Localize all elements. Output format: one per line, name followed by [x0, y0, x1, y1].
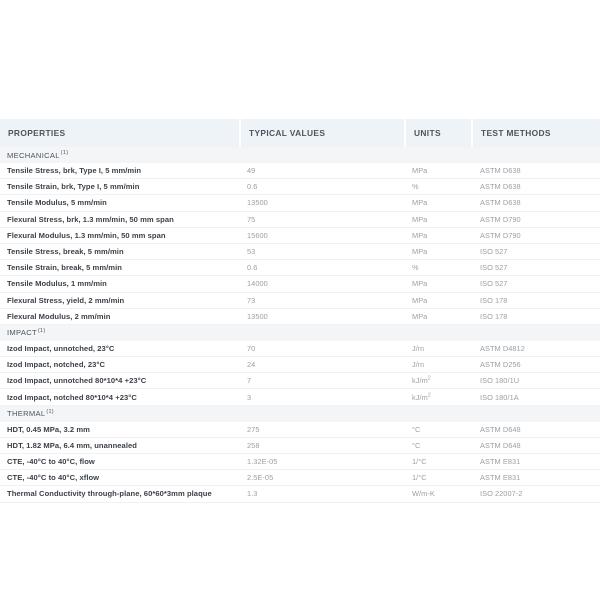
property-name: Flexural Modulus, 2 mm/min [0, 308, 240, 324]
unit-value: 1/°C [405, 470, 472, 486]
test-method: ASTM D790 [472, 227, 600, 243]
unit-value: MPa [405, 243, 472, 259]
property-name: Tensile Stress, break, 5 mm/min [0, 243, 240, 259]
section-header-row [0, 324, 600, 341]
test-method: ISO 180/1A [472, 389, 600, 405]
property-name: Flexural Stress, yield, 2 mm/min [0, 292, 240, 308]
typical-value: 15600 [240, 227, 405, 243]
column-header-test-methods: TEST METHODS [472, 119, 600, 147]
typical-value: 1.3 [240, 486, 405, 502]
unit-value: MPa [405, 276, 472, 292]
unit-value: MPa [405, 211, 472, 227]
typical-value: 7 [240, 373, 405, 389]
table-row [0, 260, 600, 276]
properties-table [0, 119, 600, 503]
unit-value: MPa [405, 292, 472, 308]
table-row [0, 422, 600, 438]
table-row [0, 437, 600, 453]
material-properties-datasheet [0, 119, 600, 503]
property-name: Tensile Stress, brk, Type I, 5 mm/min [0, 163, 240, 179]
section-title: THERMAL$^{(1)}$ [0, 405, 600, 422]
unit-value: W/m-K [405, 486, 472, 502]
test-method: ISO 527 [472, 243, 600, 259]
unit-value: $kJ/m^2$ [405, 389, 472, 405]
unit-value: MPa [405, 163, 472, 179]
unit-value: MPa [405, 195, 472, 211]
typical-value: 13500 [240, 308, 405, 324]
table-row [0, 243, 600, 259]
section-title: MECHANICAL$^{(1)}$ [0, 147, 600, 163]
typical-value: 0.6 [240, 260, 405, 276]
table-row [0, 486, 600, 502]
unit-value: °C [405, 437, 472, 453]
table-body [0, 147, 600, 502]
table-row [0, 470, 600, 486]
test-method: ISO 178 [472, 292, 600, 308]
typical-value: 1.32E-05 [240, 454, 405, 470]
property-name: CTE, -40°C to 40°C, flow [0, 454, 240, 470]
typical-value: 24 [240, 357, 405, 373]
unit-value: 1/°C [405, 454, 472, 470]
property-name: Izod Impact, unnotched 80*10*4 +23°C [0, 373, 240, 389]
test-method: ASTM D638 [472, 195, 600, 211]
typical-value: 73 [240, 292, 405, 308]
property-name: HDT, 1.82 MPa, 6.4 mm, unannealed [0, 437, 240, 453]
table-row [0, 211, 600, 227]
typical-value: 0.6 [240, 179, 405, 195]
unit-value: $kJ/m^2$ [405, 373, 472, 389]
table-header [0, 119, 600, 147]
test-method: ASTM D648 [472, 422, 600, 438]
unit-value: % [405, 179, 472, 195]
table-row [0, 179, 600, 195]
test-method: ASTM D790 [472, 211, 600, 227]
unit-exponent: 2 [427, 392, 431, 399]
typical-value: 53 [240, 243, 405, 259]
section-footnote-marker: (1) [37, 327, 46, 334]
unit-exponent: 2 [427, 375, 431, 382]
table-row [0, 373, 600, 389]
column-header-units: UNITS [405, 119, 472, 147]
unit-value: MPa [405, 227, 472, 243]
test-method: ISO 527 [472, 260, 600, 276]
table-row [0, 195, 600, 211]
section-header-row [0, 405, 600, 422]
test-method: ASTM E831 [472, 470, 600, 486]
table-row [0, 227, 600, 243]
section-footnote-marker: (1) [60, 149, 69, 156]
property-name: CTE, -40°C to 40°C, xflow [0, 470, 240, 486]
typical-value: 14000 [240, 276, 405, 292]
column-header-properties: PROPERTIES [0, 119, 240, 147]
test-method: ASTM D4812 [472, 341, 600, 357]
test-method: ASTM D638 [472, 179, 600, 195]
property-name: Thermal Conductivity through-plane, 60*60*3mm plaque [0, 486, 240, 502]
table-row [0, 454, 600, 470]
table-row [0, 163, 600, 179]
typical-value: 2.5E-05 [240, 470, 405, 486]
typical-value: 49 [240, 163, 405, 179]
test-method: ISO 180/1U [472, 373, 600, 389]
section-header-row [0, 147, 600, 163]
typical-value: 75 [240, 211, 405, 227]
property-name: Tensile Strain, brk, Type I, 5 mm/min [0, 179, 240, 195]
table-row [0, 357, 600, 373]
typical-value: 3 [240, 389, 405, 405]
test-method: ASTM E831 [472, 454, 600, 470]
property-name: Izod Impact, unnotched, 23°C [0, 341, 240, 357]
table-header-row [0, 119, 600, 147]
table-row [0, 276, 600, 292]
typical-value: 258 [240, 437, 405, 453]
table-row [0, 292, 600, 308]
table-row [0, 389, 600, 405]
typical-value: 70 [240, 341, 405, 357]
test-method: ASTM D648 [472, 437, 600, 453]
test-method: ISO 22007-2 [472, 486, 600, 502]
typical-value: 275 [240, 422, 405, 438]
property-name: HDT, 0.45 MPa, 3.2 mm [0, 422, 240, 438]
table-row [0, 308, 600, 324]
test-method: ISO 178 [472, 308, 600, 324]
test-method: ASTM D638 [472, 163, 600, 179]
unit-value: MPa [405, 308, 472, 324]
column-header-typical-values: TYPICAL VALUES [240, 119, 405, 147]
unit-value: J/m [405, 341, 472, 357]
property-name: Tensile Modulus, 5 mm/min [0, 195, 240, 211]
property-name: Izod Impact, notched, 23°C [0, 357, 240, 373]
unit-value: J/m [405, 357, 472, 373]
typical-value: 13500 [240, 195, 405, 211]
property-name: Tensile Strain, break, 5 mm/min [0, 260, 240, 276]
property-name: Flexural Stress, brk, 1.3 mm/min, 50 mm span [0, 211, 240, 227]
property-name: Tensile Modulus, 1 mm/min [0, 276, 240, 292]
property-name: Flexural Modulus, 1.3 mm/min, 50 mm span [0, 227, 240, 243]
unit-value: % [405, 260, 472, 276]
table-row [0, 341, 600, 357]
property-name: Izod Impact, notched 80*10*4 +23°C [0, 389, 240, 405]
section-footnote-marker: (1) [46, 408, 54, 415]
test-method: ISO 527 [472, 276, 600, 292]
unit-value: °C [405, 422, 472, 438]
section-title: IMPACT$^{(1)}$ [0, 324, 600, 341]
test-method: ASTM D256 [472, 357, 600, 373]
